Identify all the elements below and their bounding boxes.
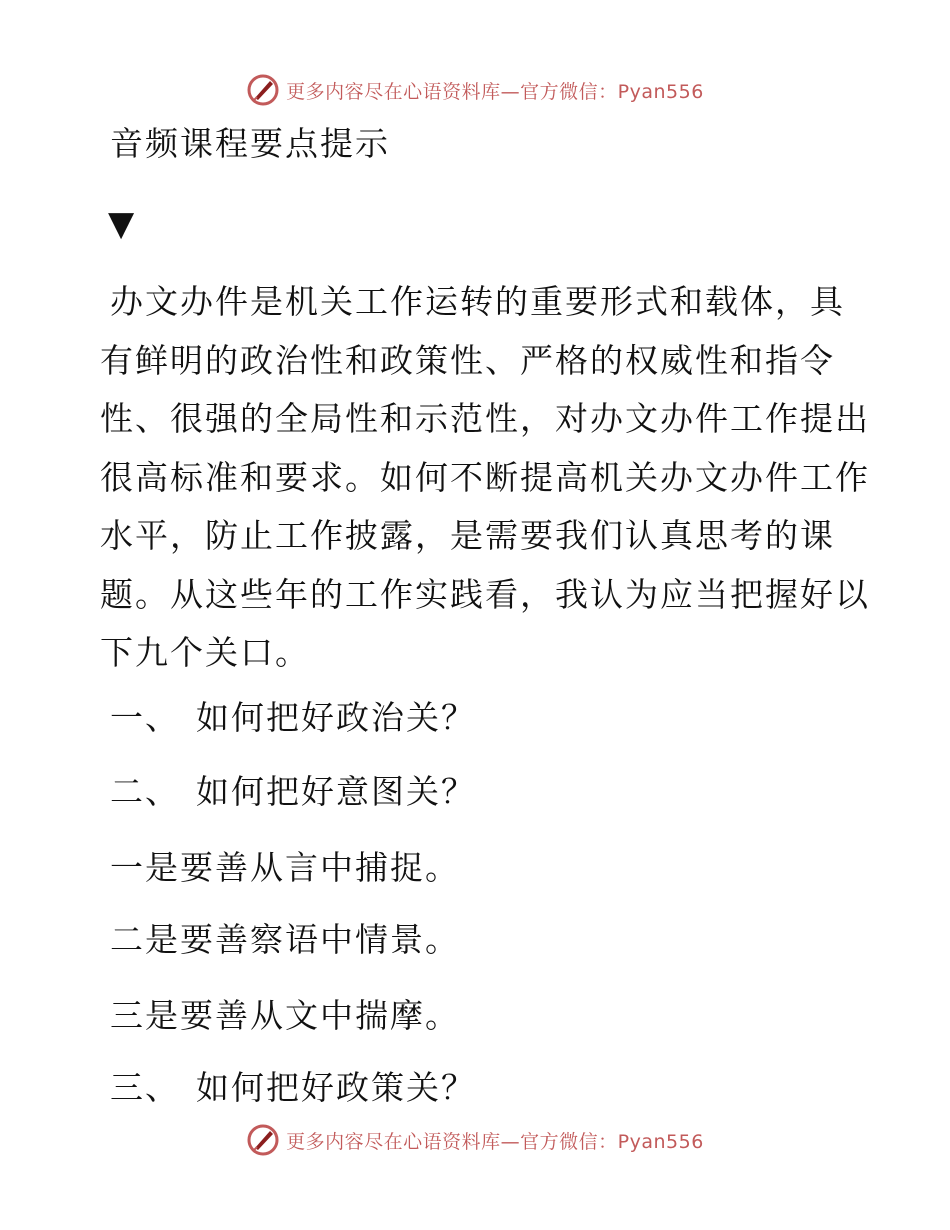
watermark-text: 更多内容尽在心语资料库—官方微信：Pyan556 [286, 80, 704, 103]
section-number: 二、 [110, 772, 180, 811]
section-heading [110, 698, 870, 738]
section-number: 三、 [110, 1068, 180, 1107]
section-heading [110, 1068, 870, 1108]
section-text: 如何把好政策关？ [196, 1068, 476, 1107]
paragraph-line: 办文办件是机关工作运转的重要形式和载体，具 [110, 282, 845, 321]
watermark-banner-top [0, 70, 950, 110]
page-title: 音频课程要点提示 [110, 124, 390, 163]
intro-paragraph [100, 273, 870, 683]
watermark-text: 更多内容尽在心语资料库—官方微信：Pyan556 [286, 1130, 704, 1153]
triangle-down-icon: ▼ [108, 204, 135, 244]
quill-logo-icon [246, 1123, 280, 1157]
list-item: 二是要善察语中情景。 [110, 920, 460, 959]
list-item: 一是要善从言中捕捉。 [110, 848, 460, 887]
section-text: 如何把好政治关？ [196, 698, 476, 737]
paragraph-line: 有鲜明的政治性和政策性、严格的权威性和指令 [100, 340, 835, 380]
paragraph-line: 很高标准和要求。如何不断提高机关办文办件工作 [100, 457, 870, 497]
quill-logo-icon [246, 73, 280, 107]
section-text: 如何把好意图关？ [196, 772, 476, 811]
paragraph-line: 水平，防止工作披露，是需要我们认真思考的课 [100, 516, 835, 555]
list-item: 三是要善从文中揣摩。 [110, 996, 460, 1035]
paragraph-line: 性、很强的全局性和示范性，对办文办件工作提出 [100, 399, 870, 438]
section-number: 一、 [110, 698, 180, 737]
watermark-banner-bottom [0, 1120, 950, 1160]
paragraph-line: 下九个关口。 [100, 633, 310, 672]
paragraph-line: 题。从这些年的工作实践看，我认为应当把握好以 [100, 574, 870, 614]
section-heading [110, 772, 870, 812]
